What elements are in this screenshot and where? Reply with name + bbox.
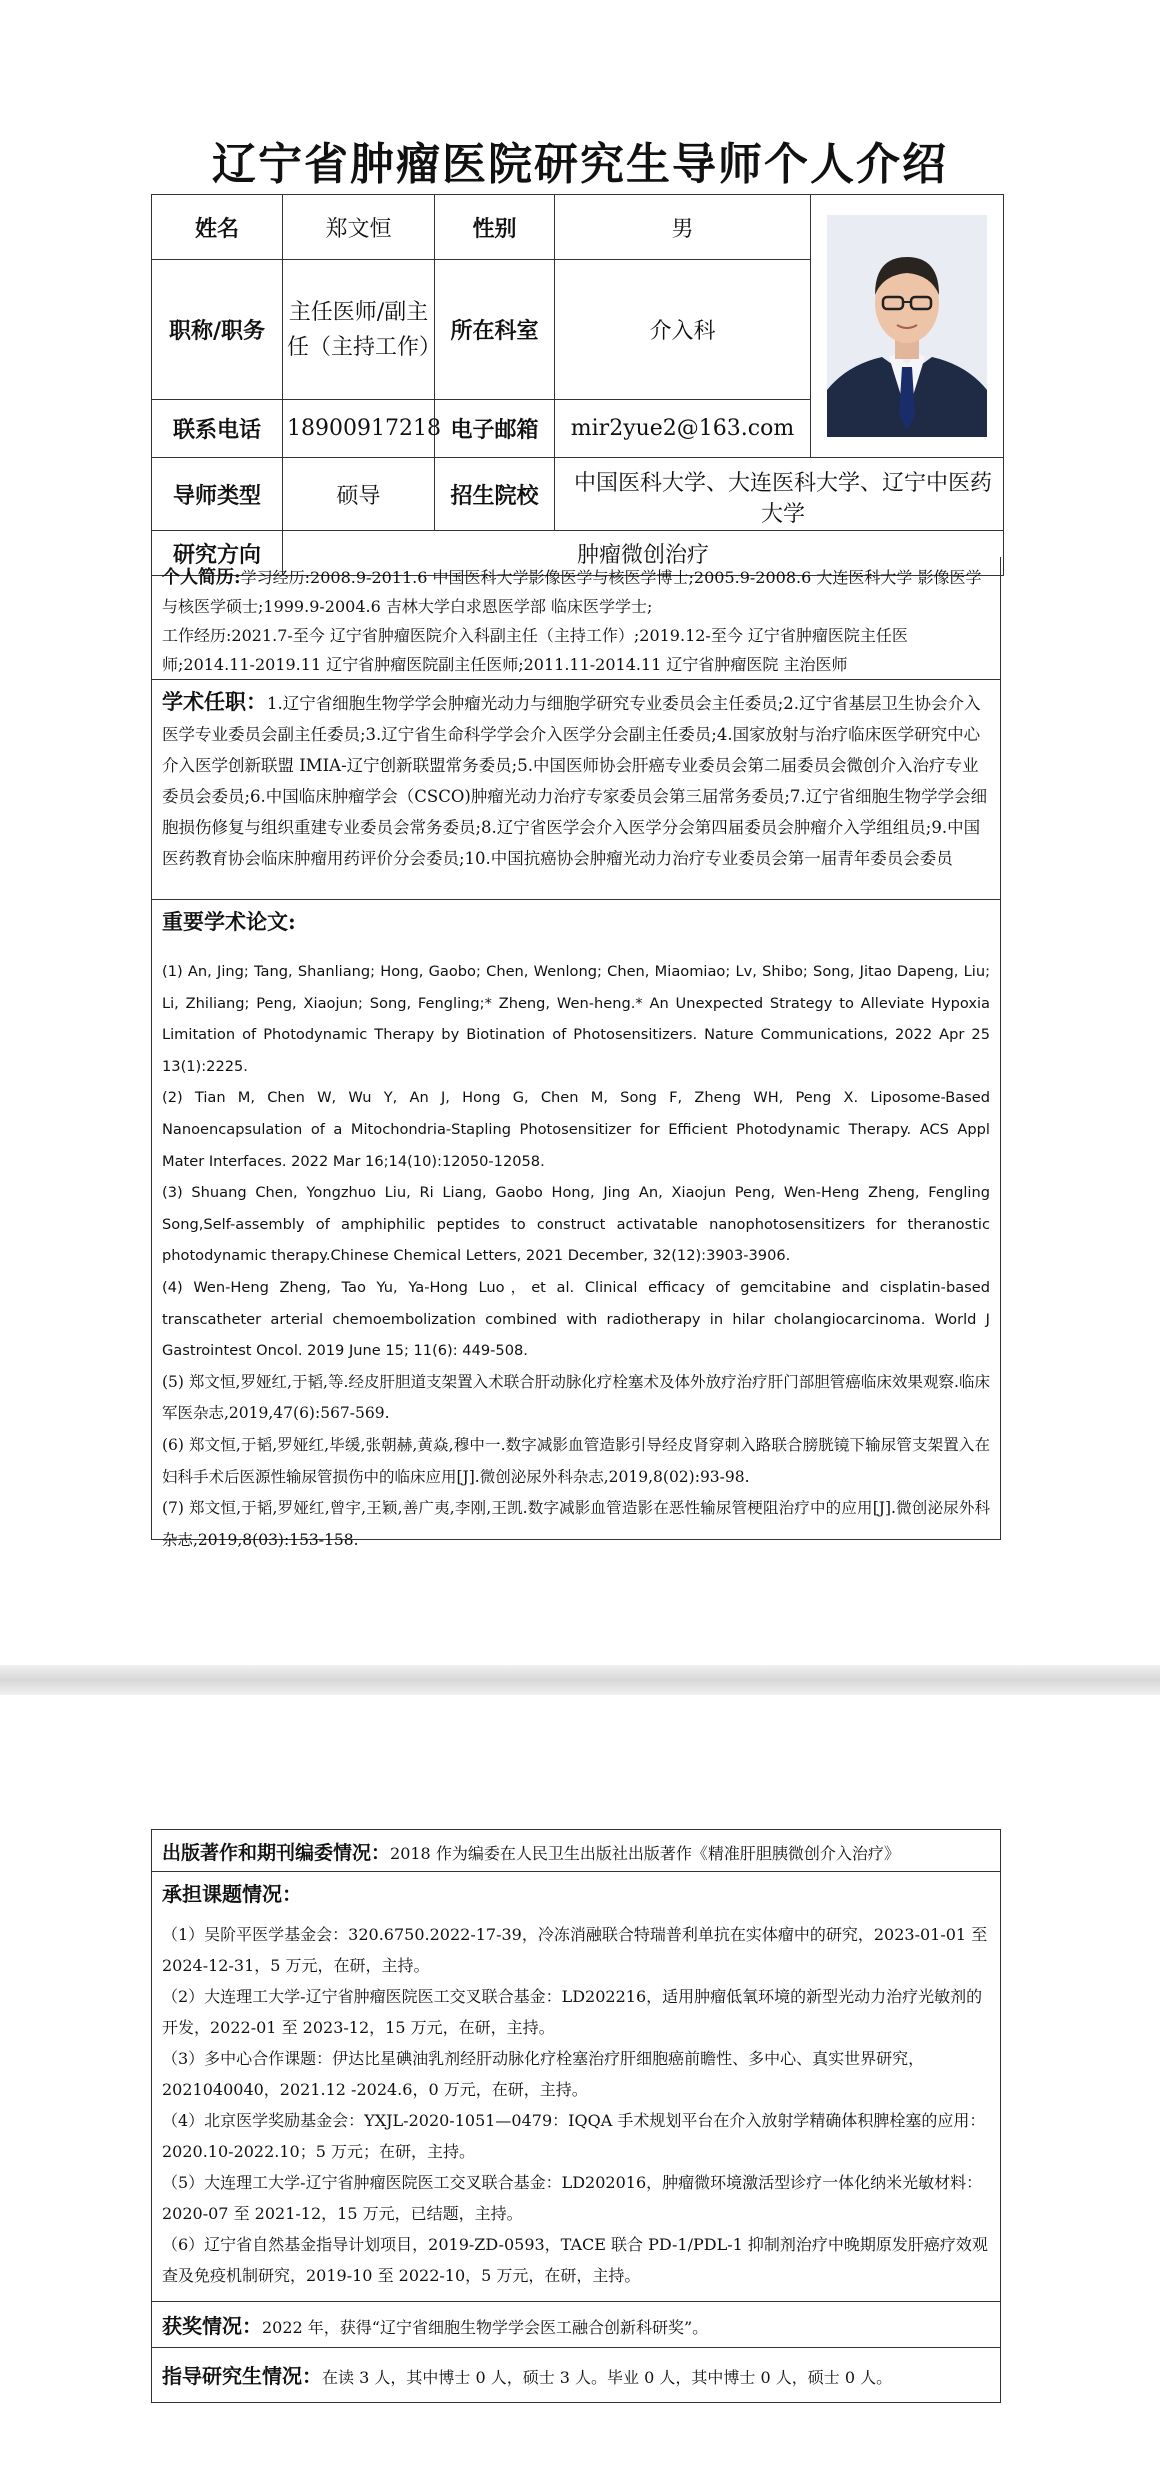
- schools-value: 中国医科大学、大连医科大学、辽宁中医药大学: [555, 458, 1004, 531]
- students-text: 在读 3 人，其中博士 0 人，硕士 3 人。毕业 0 人，其中博士 0 人，硕士 0 人。: [322, 2368, 893, 2387]
- project-item: （4）北京医学奖励基金会：YXJL-2020-1051—0479：IQQA 手术规划平台在介入放射学精确体积脾栓塞的应用：2020.10-2022.10；5 万元；在研，主持。: [162, 2111, 986, 2161]
- paper-item: (7) 郑文恒,于韬,罗娅红,曾宇,王颖,善广夷,李刚,王凯.数字减影血管造影在恶性输尿管梗阻治疗中的应用[J].微创泌尿外科杂志,2019,8(03):153-158.: [162, 1499, 990, 1549]
- project-item: （3）多中心合作课题：伊达比星碘油乳剂经肝动脉化疗栓塞治疗肝细胞癌前瞻性、多中心、真实世界研究，2021040040，2021.12 -2024.6，0 万元，在研，主持。: [162, 2049, 925, 2099]
- name-label: 姓名: [152, 195, 283, 260]
- portrait-photo: [827, 215, 987, 437]
- gender-value: 男: [555, 195, 811, 260]
- title-value: 主任医师/副主任（主持工作）: [283, 260, 435, 400]
- resume-education: 学习经历:2008.9-2011.6 中国医科大学影像医学与核医学博士;2005.9-2008.6 大连医科大学 影像医学与核医学硕士;1999.9-2004.6 吉林大学白求恩医学部 临床医学学士;: [162, 568, 982, 616]
- awards-text: 2022 年，获得“辽宁省细胞生物学学会医工融合创新科研奖”。: [262, 2318, 709, 2337]
- positions-label: 学术任职：: [162, 689, 267, 714]
- email-label: 电子邮箱: [435, 400, 555, 458]
- project-item: （2）大连理工大学-辽宁省肿瘤医院医工交叉联合基金：LD202216，适用肿瘤低氧环境的新型光动力治疗光敏剂的开发，2022-01 至 2023-12，15 万元，在研，主持。: [162, 1987, 983, 2037]
- portrait-illustration: [827, 215, 987, 437]
- papers-list: [162, 936, 990, 1556]
- projects-section: [151, 1872, 1001, 2302]
- gender-label: 性别: [435, 195, 555, 260]
- paper-item: (1) An, Jing; Tang, Shanliang; Hong, Gaobo; Chen, Wenlong; Chen, Miaomiao; Lv, Shibo; Song, Jitao Dapeng, Liu; Li, Zhiliang; Peng, Xiaojun; Song, Fengling;* Zheng, Wen-heng.* An Unexpected Strategy to Alleviate Hypoxia Limitation of Photodynamic Therapy by Biotination of Photosensitizers. Nature Communications, 2022 Apr 25 13(1):2225.: [162, 963, 990, 1075]
- phone-label: 联系电话: [152, 400, 283, 458]
- schools-label: 招生院校: [435, 458, 555, 531]
- mentor-type-value: 硕导: [283, 458, 435, 531]
- awards-label: 获奖情况：: [162, 2314, 262, 2338]
- students-section: [151, 2348, 1001, 2403]
- papers-label: 重要学术论文:: [162, 909, 296, 934]
- paper-item: (4) Wen-Heng Zheng, Tao Yu, Ya-Hong Luo，et al. Clinical efficacy of gemcitabine and cisplatin-based transcatheter arterial chemoembolization combined with radiotherapy in hilar cholangiocarcinoma. World J Gastrointest Oncol. 2019 June 15; 11(6): 449-508.: [162, 1278, 990, 1360]
- page-2: [0, 1695, 1160, 2478]
- info-table: [151, 194, 1004, 576]
- publications-label: 出版著作和期刊编委情况：: [162, 1842, 391, 1864]
- dept-label: 所在科室: [435, 260, 555, 400]
- page-separator: [0, 1665, 1160, 1695]
- publications-text: 2018 作为编委在人民卫生出版社出版著作《精准肝胆胰微创介入治疗》: [390, 1844, 900, 1863]
- page-title: 辽宁省肿瘤医院研究生导师个人介绍: [212, 139, 948, 190]
- name-value: 郑文恒: [283, 195, 435, 260]
- email-value: mir2yue2@163.com: [555, 400, 811, 458]
- publications-section: [151, 1829, 1001, 1872]
- title-label: 职称/职务: [152, 260, 283, 400]
- project-item: （1）吴阶平医学基金会：320.6750.2022-17-39，冷冻消融联合特瑞普利单抗在实体瘤中的研究，2023-01-01 至 2024-12-31，5 万元，在研，主持。: [162, 1925, 988, 1975]
- dept-value: 介入科: [555, 260, 811, 400]
- paper-item: (2) Tian M, Chen W, Wu Y, An J, Hong G, Chen M, Song F, Zheng WH, Peng X. Liposome-Based Nanoencapsulation of a Mitochondria-Stapling Photosensitizer for Efficient Photodynamic Therapy. ACS Appl Mater Interfaces. 2022 Mar 16;14(10):12050-12058.: [162, 1089, 990, 1170]
- portrait-cell: [811, 195, 1004, 458]
- projects-label: 承担课题情况：: [162, 1882, 302, 1906]
- research-value: 肿瘤微创治疗: [283, 531, 1004, 576]
- resume-label: 个人简历:: [162, 567, 241, 588]
- positions-section: [151, 680, 1001, 900]
- research-label: 研究方向: [152, 531, 283, 576]
- awards-section: [151, 2302, 1001, 2348]
- paper-item: (5) 郑文恒,罗娅红,于韬,等.经皮肝胆道支架置入术联合肝动脉化疗栓塞术及体外放疗治疗肝门部胆管癌临床效果观察.临床军医杂志,2019,47(6):567-569.: [162, 1372, 990, 1423]
- project-item: （5）大连理工大学-辽宁省肿瘤医院医工交叉联合基金：LD202016，肿瘤微环境激活型诊疗一体化纳米光敏材料：2020-07 至 2021-12，15 万元，已结题，主持。: [162, 2173, 983, 2223]
- positions-text: 1.辽宁省细胞生物学学会肿瘤光动力与细胞学研究专业委员会主任委员;2.辽宁省基层卫生协会介入医学专业委员会副主任委员;3.辽宁省生命科学学会介入医学分会副主任委员;4.国家放射与治疗临床医学研究中心介入医学创新联盟 IMIA-辽宁创新联盟常务委员;5.中国医师协会肝癌专业委员会第二届委员会微创介入治疗专业委员会委员;6.中国临床肿瘤学会（CSCO)肿瘤光动力治疗专家委员会第三届常务委员;7.辽宁省细胞生物学学会细胞损伤修复与组织重建专业委员会常务委员;8.辽宁省医学会介入医学分会第四届委员会肿瘤介入学组组员;9.中国医药教育协会临床肿瘤用药评价分会委员;10.中国抗癌协会肿瘤光动力治疗专业委员会第一届青年委员会委员: [162, 694, 988, 868]
- papers-section: [151, 900, 1001, 1549]
- mentor-type-label: 导师类型: [152, 458, 283, 531]
- paper-item: (6) 郑文恒,于韬,罗娅红,毕缓,张朝赫,黄焱,穆中一.数字减影血管造影引导经皮肾穿刺入路联合膀胱镜下输尿管支架置入在妇科手术后医源性输尿管损伤中的临床应用[J].微创泌尿外科杂志,2019,8(02):93-98.: [162, 1435, 990, 1486]
- resume-work: 工作经历:2021.7-至今 辽宁省肿瘤医院介入科副主任（主持工作）;2019.12-至今 辽宁省肿瘤医院主任医师;2014.11-2019.11 辽宁省肿瘤医院副主任医师;2011.11-2014.11 辽宁省肿瘤医院 主治医师: [162, 626, 908, 674]
- paper-item: (3) Shuang Chen, Yongzhuo Liu, Ri Liang, Gaobo Hong, Jing An, Xiaojun Peng, Wen-Heng Zheng, Fengling Song,Self-assembly of amphiphilic peptides to construct activatable nanophotosensitizers for theranostic photodynamic therapy.Chinese Chemical Letters, 2021 December, 32(12):3903-3906.: [162, 1184, 990, 1265]
- project-item: （6）辽宁省自然基金指导计划项目，2019-ZD-0593，TACE 联合 PD-1/PDL-1 抑制剂治疗中晚期原发肝癌疗效观查及免疫机制研究，2019-10 至 2022-10，5 万元，在研，主持。: [162, 2235, 988, 2285]
- resume-section: [151, 557, 1001, 680]
- students-label: 指导研究生情况：: [162, 2364, 322, 2388]
- phone-value: 18900917218: [283, 400, 435, 458]
- projects-list: [162, 1907, 990, 2291]
